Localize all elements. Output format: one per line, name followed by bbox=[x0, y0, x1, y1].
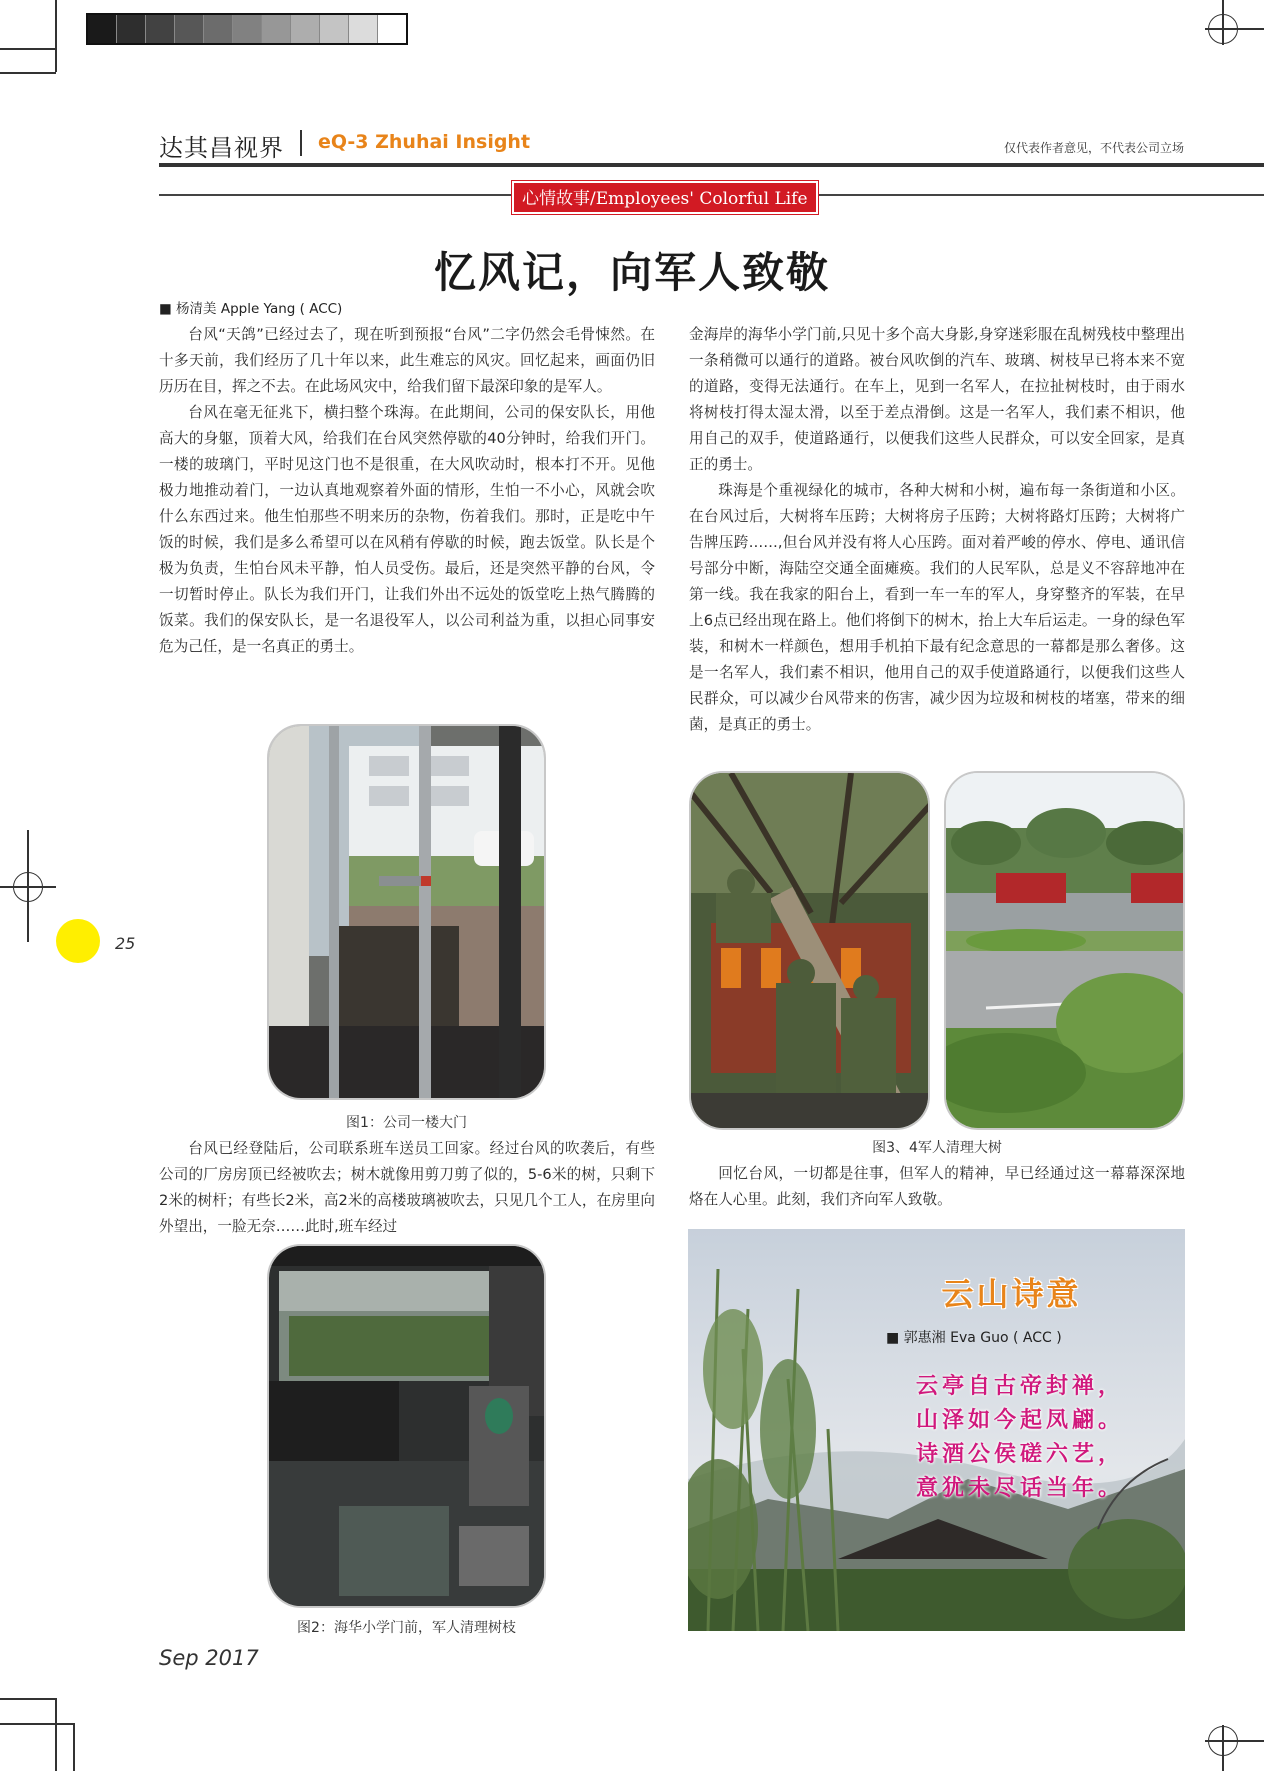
crop-mark bbox=[55, 0, 57, 72]
registration-mark bbox=[1208, 1726, 1238, 1756]
door-illustration bbox=[269, 726, 546, 1100]
crop-mark bbox=[0, 1723, 74, 1725]
bus-illustration bbox=[269, 1246, 546, 1608]
header-rule bbox=[159, 163, 1264, 167]
paragraph: 金海岸的海华小学门前,只见十多个高大身影,身穿迷彩服在乱树残枝中整理出一条稍微可以通行的道路。被台风吹倒的汽车、玻璃、树枝早已将本来不宽的道路，变得无法通行。在车上，见到一名军人，在拉扯树枝时，由于雨水将树枝打得太湿太滑，以至于差点滑倒。这是一名军人，我们素不相识，他用自己的双手，使道路通行，以便我们这些人民群众，可以安全回家，是真正的勇士。 bbox=[689, 326, 1185, 473]
magazine-title-en: eQ-3 Zhuhai Insight bbox=[318, 131, 531, 153]
page-number: 25 bbox=[115, 934, 136, 953]
article-title: 忆风记，向军人致敬 bbox=[433, 248, 830, 297]
grayscale-color-bar bbox=[86, 13, 408, 45]
crop-mark bbox=[0, 72, 56, 74]
caption-fig1: 图1：公司一楼大门 bbox=[346, 1115, 467, 1131]
disclaimer: 仅代表作者意见，不代表公司立场 bbox=[1003, 141, 1184, 155]
poem-line: 云亭自古帝封禅， bbox=[916, 1373, 1125, 1399]
poem-title: 云山诗意 bbox=[941, 1275, 1082, 1313]
paragraph: 台风已经登陆后，公司联系班车送员工回家。经过台风的吹袭后，有些公司的厂房房顶已经被吹去；树木就像用剪刀剪了似的，5-6米的树，只剩下2米的树杆；有些长2米，高2米的高楼玻璃被吹去，只见几个工人，在房里向外望出，一脸无奈……此时,班车经过 bbox=[159, 1140, 655, 1235]
registration-mark bbox=[1208, 14, 1238, 44]
soldiers-illustration bbox=[691, 773, 930, 1130]
photo-soldiers-lifting-tree bbox=[689, 771, 930, 1130]
poem-box bbox=[688, 1229, 1185, 1631]
right-column-top bbox=[689, 322, 1185, 738]
paragraph: 台风在毫无征兆下，横扫整个珠海。在此期间，公司的保安队长，用他高大的身躯，顶着大风，给我们在台风突然停歇的40分钟时，给我们开门。一楼的玻璃门，平时见这门也不是很重，在大风吹动时，根本打不开。见他极力地推动着门，一边认真地观察着外面的情形，生怕一不小心，风就会吹什么东西过来。他生怕那些不明来历的杂物，伤着我们。那时，正是吃中午饭的时候，我们是多么希望可以在风稍有停歇的时候，跑去饭堂。队长是个极为负责，生怕台风未平静，怕人员受伤。最后，还是突然平静的台风，令一切暂时停止。队长为我们开门，让我们外出不远处的饭堂吃上热气腾腾的饭菜。我们的保安队长，是一名退役军人，以公司利益为重，以担心同事安危为己任，是一名真正的勇士。 bbox=[159, 404, 655, 655]
caption-fig2: 图2：海华小学门前，军人清理树枝 bbox=[297, 1620, 516, 1636]
poem-line: 意犹未尽话当年。 bbox=[916, 1475, 1125, 1501]
left-column-top bbox=[159, 322, 655, 660]
paragraph: 回忆台风，一切都是往事，但军人的精神，早已经通过这一幕幕深深地烙在人心里。此刻，我们齐向军人致敬。 bbox=[689, 1165, 1185, 1208]
crop-mark bbox=[73, 1723, 75, 1771]
page-number-dot bbox=[56, 919, 100, 963]
photo-road-trucks bbox=[944, 771, 1185, 1130]
left-column-middle bbox=[159, 1136, 655, 1240]
magazine-title-cn: 达其昌视界 bbox=[159, 134, 284, 162]
photo-bus-soldiers-clearing bbox=[267, 1244, 546, 1608]
poem-line: 山泽如今起凤翩。 bbox=[916, 1407, 1125, 1433]
crop-mark bbox=[0, 48, 56, 50]
photo-company-door bbox=[267, 724, 546, 1100]
crop-mark bbox=[55, 1698, 57, 1771]
poem-author: ■ 郭惠湘 Eva Guo ( ACC ) bbox=[886, 1330, 1062, 1346]
paragraph: 台风“天鸽”已经过去了，现在听到预报“台风”二字仍然会毛骨悚然。在十多天前，我们经历了几十年以来，此生难忘的风灾。回忆起来，画面仍旧历历在目，挥之不去。在此场风灾中，给我们留下最深印象的是军人。 bbox=[159, 326, 655, 395]
article-byline: ■ 杨清美 Apple Yang ( ACC) bbox=[159, 301, 343, 317]
right-column-conclusion bbox=[689, 1161, 1185, 1213]
section-banner: 心情故事/Employees' Colorful Life bbox=[512, 181, 818, 214]
paragraph: 珠海是个重视绿化的城市，各种大树和小树，遍布每一条街道和小区。在台风过后，大树将车压跨；大树将房子压跨；大树将路灯压跨；大树将广告牌压跨……,但台风并没有将人心压跨。面对着严峻的停水、停电、通讯信号部分中断，海陆空交通全面瘫痪。我们的人民军队，总是义不容辞地冲在第一线。我在我家的阳台上，看到一车一车的军人，身穿整齐的军装，在早上6点已经出现在路上。他们将倒下的树木，抬上大车后运走。一身的绿色军装，和树木一样颜色，想用手机拍下最有纪念意思的一幕都是那么奢侈。这是一名军人，我们素不相识，他用自己的双手使道路通行，以便我们这些人民群众，可以减少台风带来的伤害，减少因为垃圾和树枝的堵塞，带来的细菌，是真正的勇士。 bbox=[689, 482, 1185, 733]
issue-date: Sep 2017 bbox=[159, 1646, 259, 1670]
road-illustration bbox=[946, 773, 1185, 1130]
header-divider bbox=[300, 130, 302, 156]
caption-fig34: 图3、4军人清理大树 bbox=[872, 1140, 1002, 1156]
registration-mark bbox=[13, 872, 43, 902]
poem-line: 诗酒公侯磋六艺， bbox=[916, 1441, 1125, 1467]
crop-mark bbox=[0, 1698, 56, 1700]
